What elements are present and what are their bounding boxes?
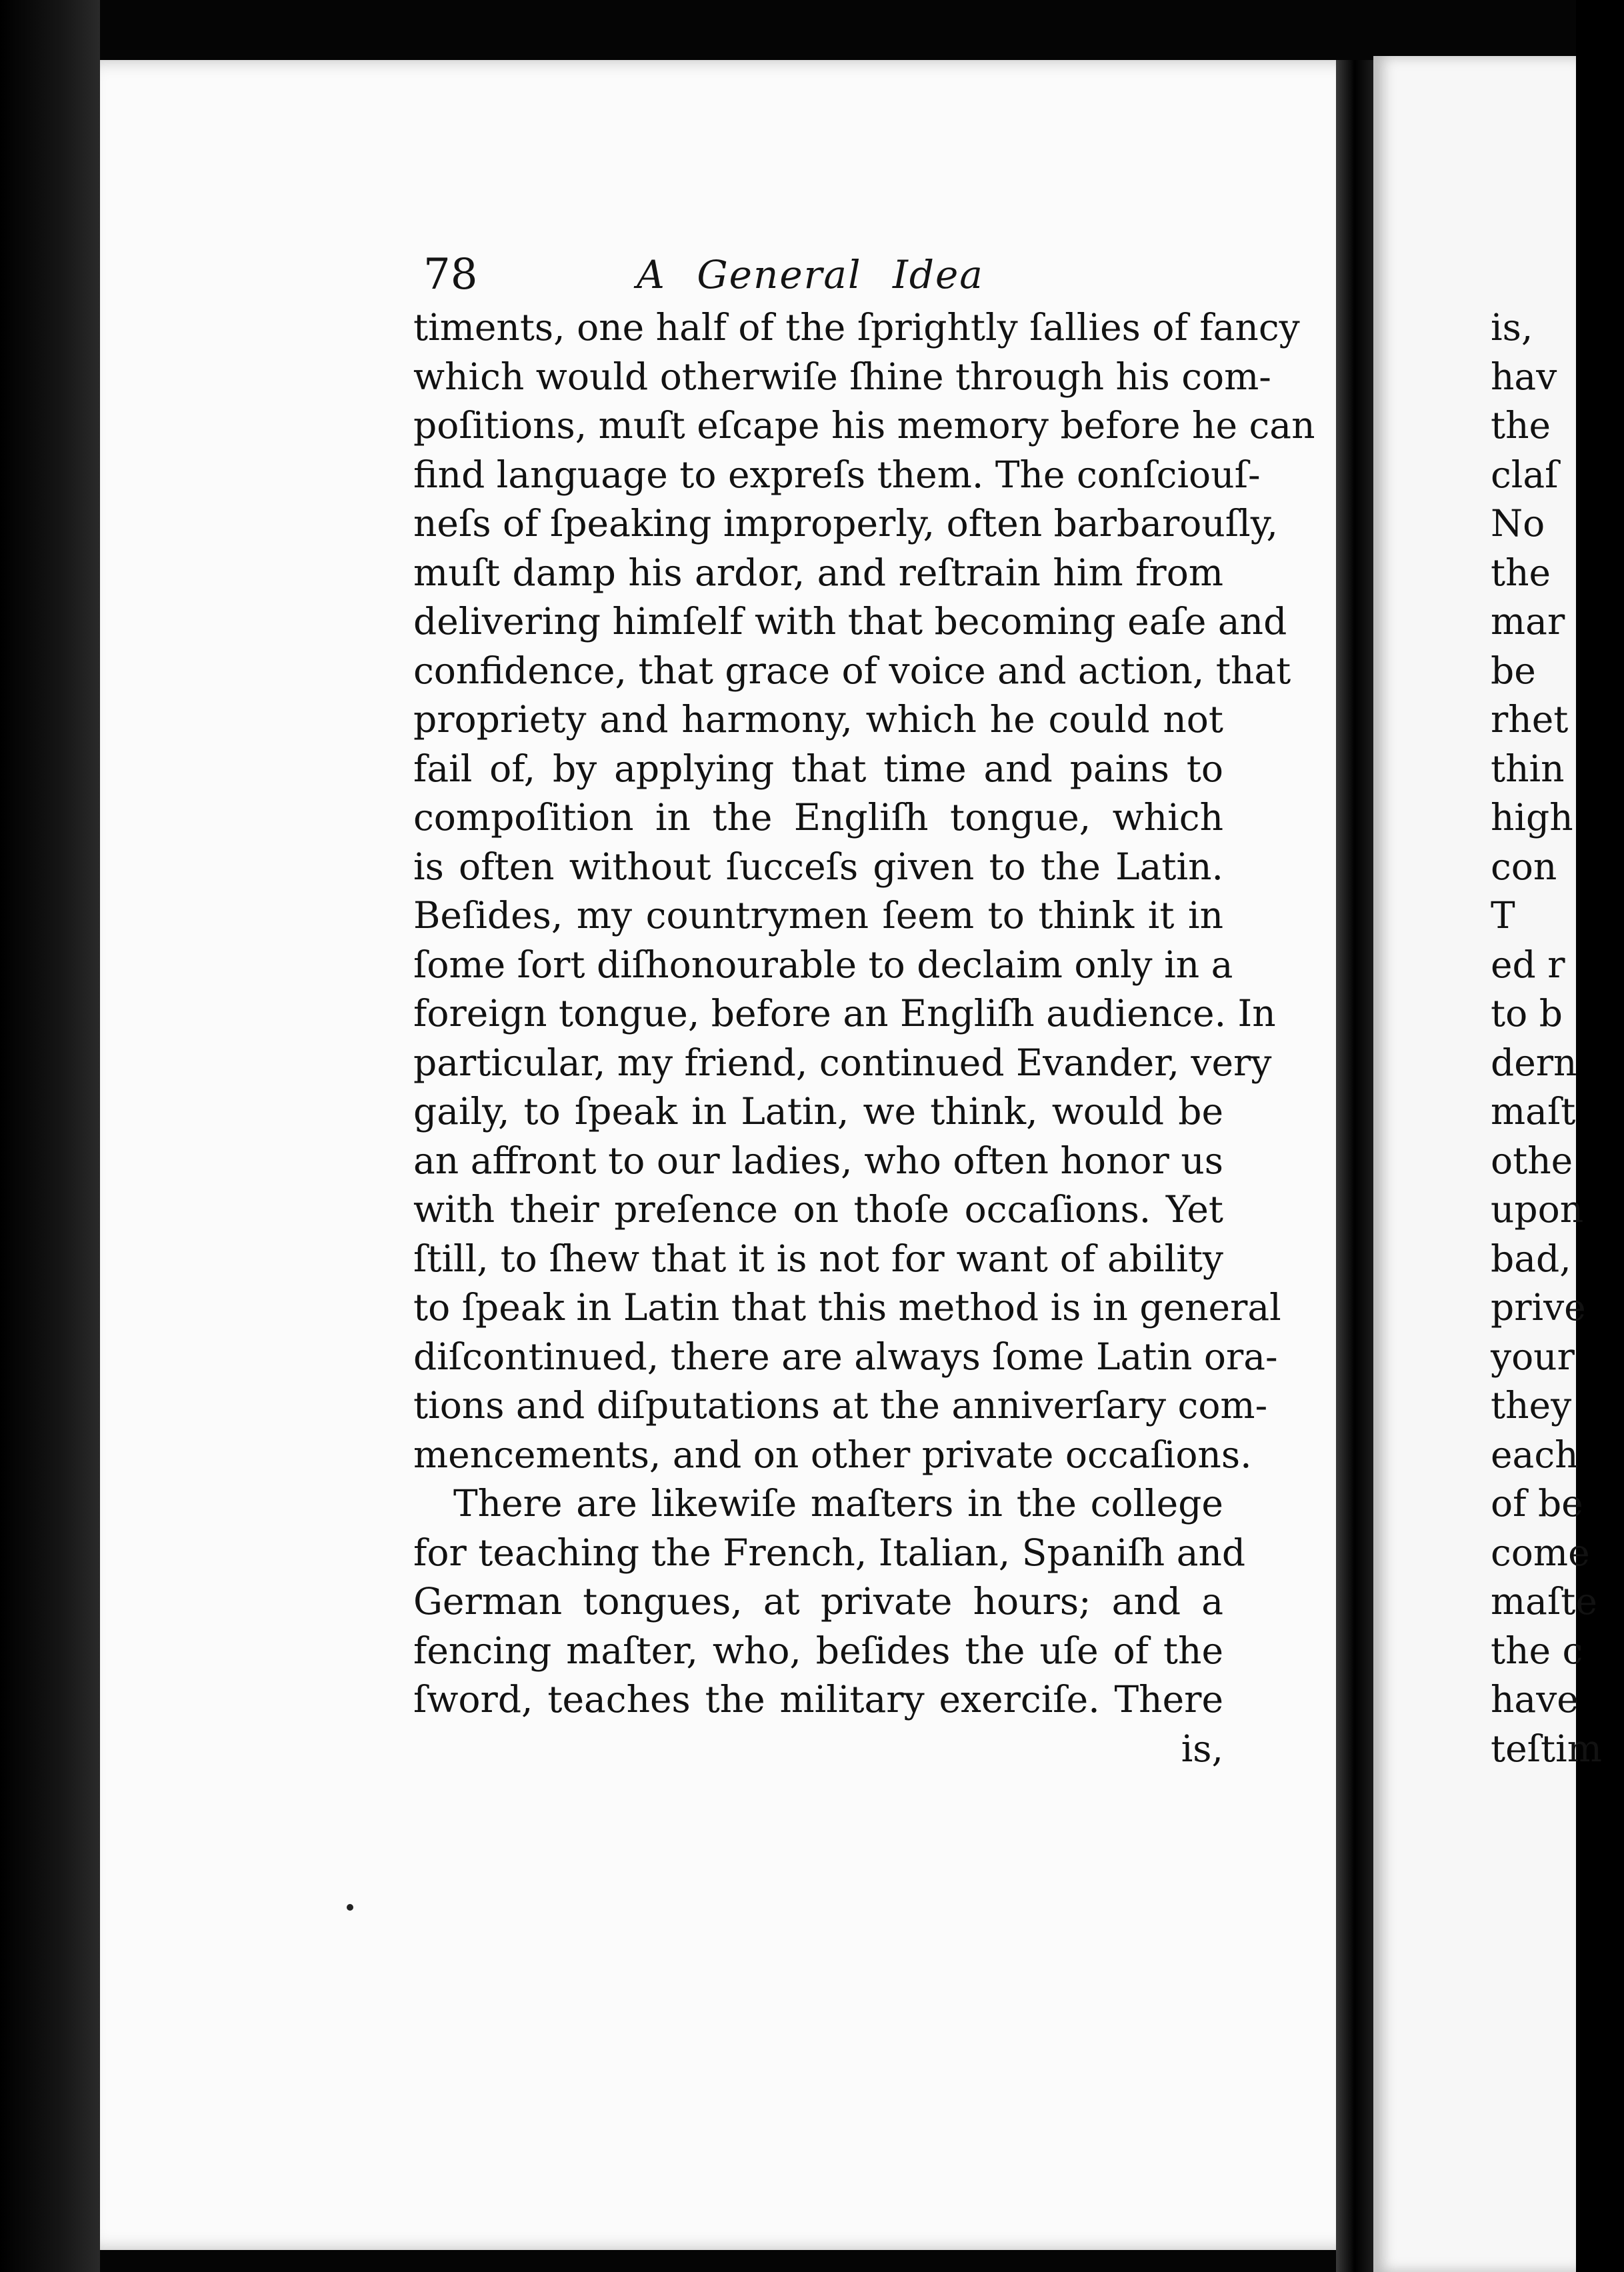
text-line: to ſpeak in Latin that this method is in general: [413, 1286, 1281, 1329]
text-line: fail of, by applying that time and pains to: [413, 747, 1223, 790]
text-line: which would otherwiſe ſhine through his com-: [413, 355, 1271, 398]
text-line: delivering himſelf with that becoming eaſe and: [413, 600, 1287, 643]
text-line: fencing maſter, who, beſides the uſe of the: [413, 1629, 1223, 1672]
text-line: poſitions, muſt eſcape his memory before he can: [413, 404, 1315, 447]
text-line: ſtill, to ſhew that it is not for want of ability: [413, 1237, 1223, 1280]
text-line: compoſition in the Engliſh tongue, which: [413, 796, 1223, 839]
text-line: foreign tongue, before an Engliſh audience. In: [413, 992, 1276, 1035]
right-text-fragment: upon: [1491, 1188, 1584, 1231]
right-text-fragment: bad,: [1491, 1237, 1571, 1280]
text-line: an affront to our ladies, who often honor us: [413, 1139, 1223, 1182]
right-text-fragment: prive: [1491, 1286, 1586, 1329]
right-text-fragment: the: [1491, 404, 1551, 447]
text-line: propriety and harmony, which he could not: [413, 698, 1223, 741]
text-line: confidence, that grace of voice and action, that: [413, 649, 1291, 692]
running-head-title: A General Idea: [637, 252, 984, 297]
right-text-fragment: come: [1491, 1531, 1590, 1574]
text-line: tions and diſputations at the anniverſary com-: [413, 1384, 1268, 1427]
right-text-fragment: dern: [1491, 1041, 1577, 1084]
right-text-fragment: to b: [1491, 992, 1563, 1035]
right-text-fragment: ed r: [1491, 943, 1565, 986]
text-line: muſt damp his ardor, and reſtrain him from: [413, 551, 1223, 594]
text-line: gaily, to ſpeak in Latin, we think, would be: [413, 1090, 1223, 1133]
text-line: particular, my friend, continued Evander, very: [413, 1041, 1272, 1084]
right-text-fragment: have: [1491, 1678, 1579, 1721]
text-line: for teaching the French, Italian, Spaniſh and: [413, 1531, 1246, 1574]
text-line: timents, one half of the ſprightly ſallies of fancy: [413, 306, 1300, 349]
text-line: ſword, teaches the military exerciſe. There: [413, 1678, 1223, 1721]
right-text-fragment: maſt: [1491, 1090, 1576, 1133]
text-line: find language to expreſs them. The conſciouſ-: [413, 453, 1261, 496]
text-line: Beſides, my countrymen ſeem to think it in: [413, 894, 1223, 937]
right-text-fragment: they: [1491, 1384, 1572, 1427]
catchword: is,: [1181, 1727, 1223, 1770]
right-text-fragment: T: [1491, 894, 1515, 937]
right-text-fragment: be: [1491, 649, 1536, 692]
right-text-fragment: othe: [1491, 1139, 1573, 1182]
text-line-paragraph-start: There are likewiſe maſters in the college: [453, 1482, 1223, 1525]
right-text-fragment: is,: [1491, 306, 1533, 349]
right-text-fragment: No: [1491, 502, 1545, 545]
text-line: is often without ſucceſs given to the Latin.: [413, 845, 1223, 888]
text-line: ſome ſort diſhonourable to declaim only in a: [413, 943, 1233, 986]
right-text-fragment: hav: [1491, 355, 1557, 398]
right-text-fragment: the: [1491, 551, 1551, 594]
right-text-fragment: claſ: [1491, 453, 1559, 496]
text-line: German tongues, at private hours; and a: [413, 1580, 1223, 1623]
right-text-fragment: con: [1491, 845, 1557, 888]
right-text-fragment: teſtim: [1491, 1727, 1602, 1770]
text-line: diſcontinued, there are always ſome Latin ora-: [413, 1335, 1278, 1378]
body-text: [413, 303, 1315, 1773]
text-line: neſs of ſpeaking improperly, often barbarouſly,: [413, 502, 1278, 545]
right-text-fragment: maſte: [1491, 1580, 1597, 1623]
right-text-fragment: mar: [1491, 600, 1565, 643]
right-text-fragment: high: [1491, 796, 1573, 839]
right-text-fragment: your: [1491, 1335, 1575, 1378]
book-gutter: [1336, 60, 1373, 2272]
right-text-fragment: of be: [1491, 1482, 1583, 1525]
right-page-text-fragments: [1491, 303, 1624, 1773]
running-head: [423, 247, 1217, 303]
right-text-fragment: the c: [1491, 1629, 1583, 1672]
right-text-fragment: each: [1491, 1433, 1579, 1476]
right-text-fragment: rhet: [1491, 698, 1569, 741]
text-line: with their preſence on thoſe occaſions. Yet: [413, 1188, 1223, 1231]
page-speck: [347, 1904, 353, 1911]
text-line: mencements, and on other private occaſions.: [413, 1433, 1252, 1476]
page-number: 78: [423, 250, 478, 299]
right-text-fragment: thin: [1491, 747, 1565, 790]
book-binding-edge: [0, 0, 100, 2272]
